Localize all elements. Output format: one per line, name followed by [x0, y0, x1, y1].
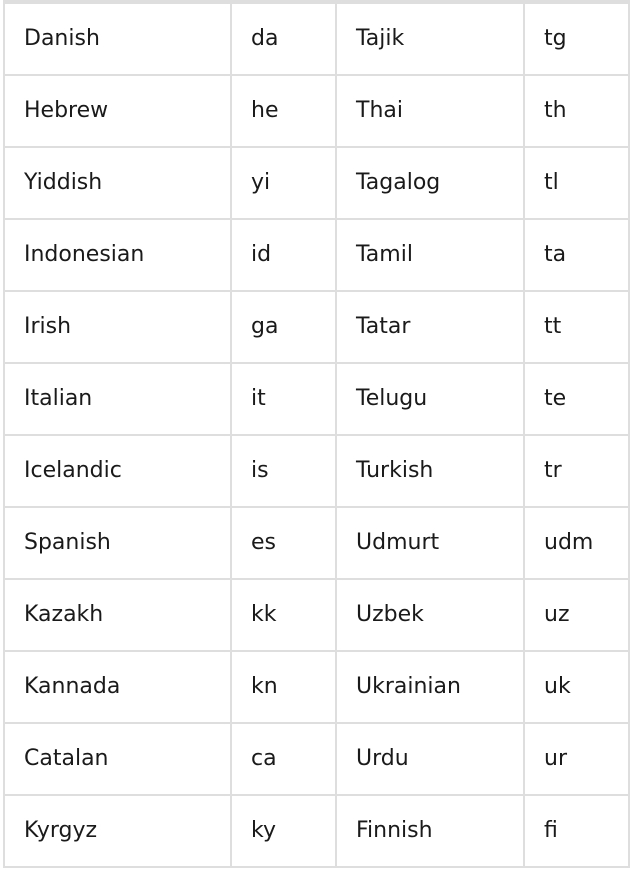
language-code-cell: kn	[231, 651, 336, 723]
table-body	[4, 1, 629, 867]
language-name-cell: Ukrainian	[336, 651, 524, 723]
table-row	[4, 651, 629, 723]
language-code-cell: tr	[524, 435, 629, 507]
language-code-cell: kk	[231, 579, 336, 651]
language-code-cell: ga	[231, 291, 336, 363]
language-code-cell: he	[231, 75, 336, 147]
table-row	[4, 507, 629, 579]
language-code-cell: is	[231, 435, 336, 507]
language-name-cell: Irish	[4, 291, 231, 363]
language-name-cell: Hebrew	[4, 75, 231, 147]
language-name-cell: Tajik	[336, 3, 524, 75]
language-name-cell: Kazakh	[4, 579, 231, 651]
language-code-cell: yi	[231, 147, 336, 219]
table-row	[4, 291, 629, 363]
language-code-cell: th	[524, 75, 629, 147]
language-name-cell: Icelandic	[4, 435, 231, 507]
table-row	[4, 723, 629, 795]
language-code-cell: ta	[524, 219, 629, 291]
language-code-cell: it	[231, 363, 336, 435]
language-code-cell: uz	[524, 579, 629, 651]
language-code-cell: fi	[524, 795, 629, 867]
language-name-cell: Spanish	[4, 507, 231, 579]
language-name-cell: Tagalog	[336, 147, 524, 219]
table-row	[4, 75, 629, 147]
table-row	[4, 363, 629, 435]
table-row	[4, 3, 629, 75]
language-name-cell: Indonesian	[4, 219, 231, 291]
language-code-cell: tg	[524, 3, 629, 75]
language-code-cell: udm	[524, 507, 629, 579]
language-code-cell: ca	[231, 723, 336, 795]
table-row	[4, 435, 629, 507]
language-code-cell: da	[231, 3, 336, 75]
language-code-cell: tl	[524, 147, 629, 219]
language-name-cell: Tatar	[336, 291, 524, 363]
table-row	[4, 795, 629, 867]
language-code-cell: ur	[524, 723, 629, 795]
language-codes-table-container	[3, 0, 630, 868]
language-code-cell: tt	[524, 291, 629, 363]
language-codes-table	[3, 0, 630, 868]
table-row	[4, 147, 629, 219]
language-name-cell: Kannada	[4, 651, 231, 723]
language-code-cell: ky	[231, 795, 336, 867]
language-name-cell: Telugu	[336, 363, 524, 435]
language-name-cell: Thai	[336, 75, 524, 147]
language-name-cell: Finnish	[336, 795, 524, 867]
language-name-cell: Danish	[4, 3, 231, 75]
table-row	[4, 579, 629, 651]
language-code-cell: id	[231, 219, 336, 291]
language-name-cell: Uzbek	[336, 579, 524, 651]
language-name-cell: Turkish	[336, 435, 524, 507]
language-code-cell: uk	[524, 651, 629, 723]
table-row	[4, 219, 629, 291]
language-code-cell: es	[231, 507, 336, 579]
language-name-cell: Kyrgyz	[4, 795, 231, 867]
language-name-cell: Italian	[4, 363, 231, 435]
language-name-cell: Urdu	[336, 723, 524, 795]
language-name-cell: Udmurt	[336, 507, 524, 579]
language-name-cell: Catalan	[4, 723, 231, 795]
language-code-cell: te	[524, 363, 629, 435]
language-name-cell: Tamil	[336, 219, 524, 291]
language-name-cell: Yiddish	[4, 147, 231, 219]
